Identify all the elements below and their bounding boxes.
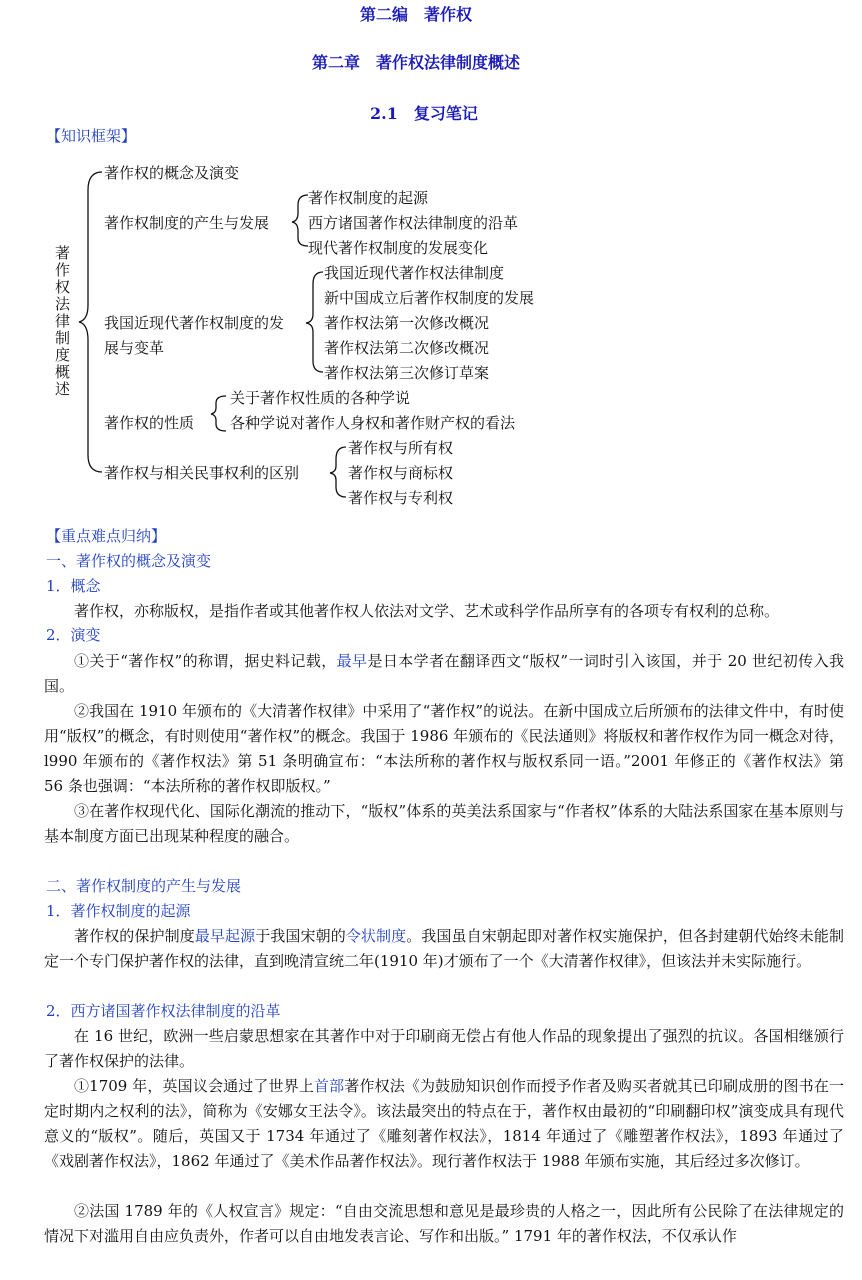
paragraph: ①1709 年，英国议会通过了世界上首部著作权法《为鼓励知识创作而授予作者及购买者就其已印刷成册的图书在一定时期内之权利的法》，简称为《安娜女王法令》。该法最突出的特点在于，著作权由最初的“印刷翻印权”演变成具有现代意义的“版权”。随后，英国又于 1734 年通过了《雕刻著作权法》，1814 年通过了《雕塑著作权法》，1893 年通过了《戏剧著作权法》，1862 年通过了《美术作品著作权法》。现行著作权法于 1988 年颁布实施，其后经过多次修订。: [44, 1077, 844, 1170]
paragraph: 著作权，亦称版权，是指作者或其他著作权人依法对文学、艺术或科学作品所享有的各项专有权利的总称。: [74, 602, 780, 620]
framework-label: 【知识框架】: [46, 127, 137, 145]
branch-origin-child: 西方诸国著作权法律制度的沿革: [308, 214, 519, 232]
branch-china-child: 著作权法第三次修订草案: [324, 364, 490, 382]
section-heading: 一、著作权的概念及演变: [46, 552, 212, 570]
framework-root: 著作权法律制度概述: [55, 244, 71, 398]
paragraph: ②法国 1789 年的《人权宣言》规定：“自由交流思想和意见是最珍贵的人格之一，因此所有公民除了在法律规定的情况下对滥用自由应负责外，作者可以自由地发表言论、写作和出版。” 1791 年的著作权法，不仅承认作: [44, 1202, 844, 1245]
branch-nature-child: 关于著作权性质的各种学说: [230, 389, 411, 407]
paragraph: ①关于“著作权”的称谓，据史料记载，最早是日本学者在翻译西文“版权”一词时引入该国，并于 20 世纪初传入我国。: [44, 652, 844, 695]
highlight: 最早起源: [194, 927, 256, 945]
highlight: 最早: [336, 652, 368, 670]
branch-china-child: 我国近现代著作权法律制度: [324, 264, 505, 282]
branch-origin: 著作权制度的产生与发展: [104, 214, 270, 232]
subsection-heading: 2．西方诸国著作权法律制度的沿革: [46, 1002, 281, 1020]
subsection-heading: 2．演变: [46, 626, 101, 644]
branch-china: 展与变革: [104, 339, 165, 357]
paragraph: 著作权的保护制度最早起源于我国宋朝的令状制度。我国虽自宋朝起即对著作权实施保护，但各封建朝代始终未能制定一个专门保护著作权的法律，直到晚清宣统二年(1910 年)才颁布了一个《大清著作权律》，但该法并未实际施行。: [44, 927, 844, 970]
paragraph: ③在著作权现代化、国际化潮流的推动下，“版权”体系的英美法系国家与“作者权”体系的大陆法系国家在基本原则与基本制度方面已出现某种程度的融合。: [44, 802, 844, 845]
highlight: 首部: [314, 1077, 345, 1095]
branch-origin-child: 现代著作权制度的发展变化: [308, 239, 489, 257]
branch-concept: 著作权的概念及演变: [104, 164, 240, 182]
section-heading: 二、著作权制度的产生与发展: [46, 877, 242, 895]
branch-distinction-child: 著作权与所有权: [348, 439, 454, 457]
branch-origin-child: 著作权制度的起源: [308, 189, 429, 207]
key-points-label: 【重点难点归纳】: [46, 527, 167, 545]
section-title: 2.1 复习笔记: [370, 104, 478, 123]
paragraph: ②我国在 1910 年颁布的《大清著作权律》中采用了“著作权”的说法。在新中国成立后所颁布的法律文件中，有时使用“版权”的概念，有时则使用“著作权”的概念。我国于 1986 年颁布的《民法通则》将版权和著作权作为同一概念对待，l990 年颁布的《著作权法》第 51 条明确宣布：“本法所称的著作权与版权系同一语。”2001 年修正的《著作权法》第 56 条也强调：“本法所称的著作权即版权。”: [44, 702, 844, 795]
branch-distinction-child: 著作权与专利权: [348, 489, 454, 507]
branch-distinction-child: 著作权与商标权: [348, 464, 454, 482]
highlight: 令状制度: [345, 927, 407, 945]
branch-nature-child: 各种学说对著作人身权和著作财产权的看法: [230, 414, 516, 432]
subsection-heading: 1．著作权制度的起源: [46, 902, 191, 920]
chapter-title: 第二章 著作权法律制度概述: [312, 53, 521, 72]
branch-distinction: 著作权与相关民事权利的区别: [104, 464, 300, 482]
subsection-heading: 1．概念: [46, 577, 101, 595]
part-title: 第二编 著作权: [360, 5, 473, 24]
branch-china-child: 著作权法第二次修改概况: [324, 339, 490, 357]
paragraph: 在 16 世纪，欧洲一些启蒙思想家在其著作中对于印刷商无偿占有他人作品的现象提出了强烈的抗议。各国相继颁行了著作权保护的法律。: [44, 1027, 844, 1070]
branch-china-child: 新中国成立后著作权制度的发展: [324, 289, 535, 307]
branch-china: 我国近现代著作权制度的发: [104, 314, 285, 332]
branch-china-child: 著作权法第一次修改概况: [324, 314, 490, 332]
branch-nature: 著作权的性质: [104, 414, 195, 432]
